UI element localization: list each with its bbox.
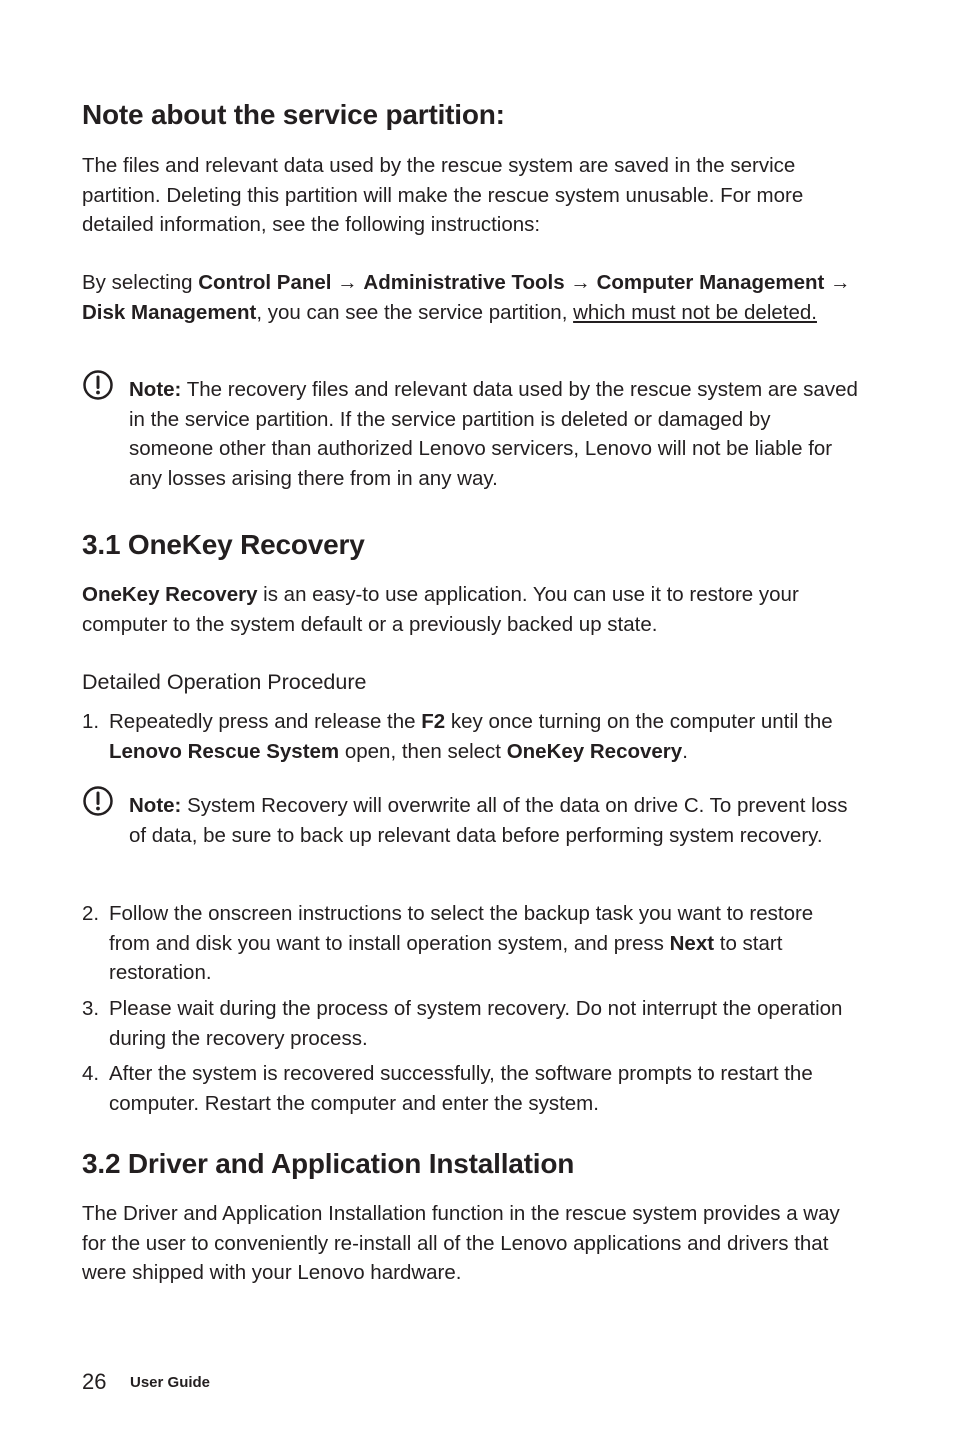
next-term: Next xyxy=(669,931,715,955)
path-warning: which must not be deleted. xyxy=(573,300,817,324)
path-disk-management: Disk Management xyxy=(82,300,257,324)
section-3-1-body: is an easy-to use application. You can use it to restore your computer to the system default or a previously backed up state. xyxy=(82,583,799,636)
list-item-step-1 xyxy=(0,707,954,767)
list-number: 3. xyxy=(82,997,100,1020)
navigation-path-paragraph xyxy=(82,268,862,327)
note-1 xyxy=(129,375,859,493)
step-2-text-a: Follow the onscreen instructions to select the backup task you want to restore from and disk you want to install operation system, and press xyxy=(109,902,814,955)
f2-key: F2 xyxy=(421,710,446,733)
note-heading: Note about the service partition: xyxy=(82,99,505,130)
intro-paragraph: The files and relevant data used by the rescue system are saved in the service partition. Deleting this partition will make the rescue system unusable. For more detailed information, see the following instructions: xyxy=(82,154,804,236)
section-3-1-intro xyxy=(82,580,857,639)
page-number: 26 xyxy=(82,1369,107,1394)
step-1-text-b: key once turning on the computer until the xyxy=(445,710,833,733)
exclamation-icon xyxy=(83,786,113,816)
list-number: 1. xyxy=(82,710,100,733)
onekey-recovery-term: OneKey Recovery xyxy=(82,583,258,606)
path-administrative-tools: Administrative Tools xyxy=(363,271,565,294)
note-label: Note: xyxy=(129,794,182,817)
path-computer-management: Computer Management xyxy=(596,271,825,294)
section-3-1-title: 3.1 OneKey Recovery xyxy=(82,529,365,560)
path-arrow: → xyxy=(564,271,597,294)
note-1-text: The recovery files and relevant data used by the rescue system are saved in the service partition. If the service partition is deleted or damaged by someone other than authorized Lenovo servicers, Lenovo will not be liable for any losses arising there from in any way. xyxy=(129,378,858,490)
path-arrow: → xyxy=(824,271,851,294)
step-2-text xyxy=(109,899,859,988)
step-1-text-c: open, then select xyxy=(339,739,507,763)
procedure-subheading: Detailed Operation Procedure xyxy=(82,670,367,694)
step-4-text: After the system is recovered successfully, the software prompts to restart the computer. Restart the computer and enter the system. xyxy=(109,1062,813,1115)
step-3-text: Please wait during the process of system recovery. Do not interrupt the operation during the recovery process. xyxy=(109,997,843,1050)
note-label: Note: xyxy=(129,378,182,401)
list-item-step-2 xyxy=(0,899,954,989)
note-2-text: System Recovery will overwrite all of the data on drive C. To prevent loss of data, be sure to back up relevant data before performing system recovery. xyxy=(129,794,848,847)
path-control-panel: Control Panel xyxy=(198,271,332,294)
section-3-2-title: 3.2 Driver and Application Installation xyxy=(82,1148,575,1179)
step-2-text-b: to start restoration. xyxy=(109,931,783,984)
footer-label: User Guide xyxy=(130,1374,211,1391)
list-number: 2. xyxy=(82,902,100,925)
path-arrow: → xyxy=(331,271,364,294)
list-item-step-3 xyxy=(0,994,954,1054)
path-mid-text: , you can see the service partition, xyxy=(256,300,574,324)
note-2 xyxy=(129,791,859,850)
step-1-text xyxy=(109,707,859,766)
step-1-text-d: . xyxy=(682,739,688,763)
step-1-text-a: Repeatedly press and release the xyxy=(109,710,422,733)
section-3-2-body: The Driver and Application Installation function in the rescue system provides a way for the user to conveniently re-install all of the Lenovo applications and drivers that were shipped with your Lenovo hardware. xyxy=(82,1202,840,1284)
path-lead: By selecting xyxy=(82,271,199,294)
lenovo-rescue-system-term: Lenovo Rescue System xyxy=(109,739,340,763)
list-number: 4. xyxy=(82,1062,100,1085)
exclamation-icon xyxy=(83,370,113,400)
onekey-recovery-term: OneKey Recovery xyxy=(506,739,683,763)
list-item-step-4 xyxy=(0,1059,954,1119)
